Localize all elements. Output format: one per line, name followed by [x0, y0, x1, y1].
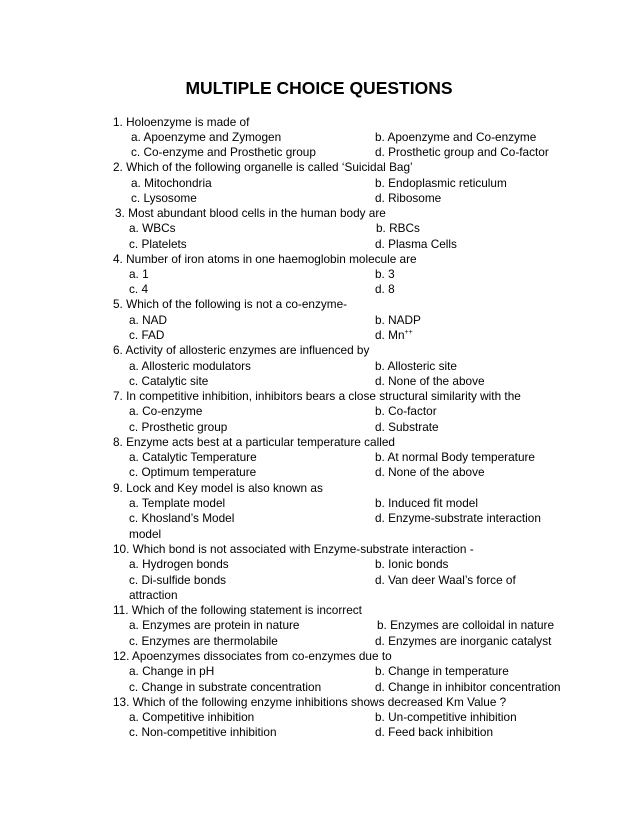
- question-5: 5. Which of the following is not a co-enzyme-: [113, 297, 348, 311]
- q9-option-c-continued: model: [129, 527, 162, 541]
- q8-option-c: c. Optimum temperature: [129, 465, 257, 479]
- question-8: 8. Enzyme acts best at a particular temperature called: [113, 435, 395, 449]
- page-title: MULTIPLE CHOICE QUESTIONS: [185, 78, 453, 98]
- question-13: 13. Which of the following enzyme inhibitions shows decreased Km Value ?: [113, 695, 507, 709]
- q12-option-b: b. Change in temperature: [375, 664, 509, 678]
- q2-option-c: c. Lysosome: [131, 191, 197, 205]
- q2-option-d: d. Ribosome: [375, 191, 442, 205]
- q10-option-b: b. Ionic bonds: [375, 557, 449, 571]
- q11-option-b: b. Enzymes are colloidal in nature: [377, 618, 555, 632]
- q9-option-c: c. Khosland’s Model: [129, 511, 235, 525]
- q12-option-c: c. Change in substrate concentration: [129, 680, 322, 694]
- q1-option-b: b. Apoenzyme and Co-enzyme: [375, 130, 537, 144]
- q8-option-b: b. At normal Body temperature: [375, 450, 535, 464]
- q2-option-a: a. Mitochondria: [131, 176, 212, 190]
- q12-option-a: a. Change in pH: [129, 664, 215, 678]
- q5-option-d-text: d. Mn: [375, 328, 405, 342]
- q6-option-b: b. Allosteric site: [375, 359, 457, 373]
- q3-option-c: c. Platelets: [129, 237, 187, 251]
- q1-option-a: a. Apoenzyme and Zymogen: [131, 130, 282, 144]
- q13-option-b: b. Un-competitive inhibition: [375, 710, 517, 724]
- q6-option-a: a. Allosteric modulators: [129, 359, 251, 373]
- q5-option-a: a. NAD: [129, 313, 168, 327]
- question-2: 2. Which of the following organelle is called ‘Suicidal Bag’: [113, 160, 413, 174]
- q13-option-a: a. Competitive inhibition: [129, 710, 255, 724]
- q5-option-d: [375, 328, 413, 343]
- question-4: 4. Number of iron atoms in one haemoglobin molecule are: [113, 252, 417, 266]
- q4-option-c: c. 4: [129, 282, 149, 296]
- question-10: 10. Which bond is not associated with Enzyme-substrate interaction -: [113, 542, 474, 556]
- q9-option-b: b. Induced fit model: [375, 496, 478, 510]
- q10-option-c: c. Di-sulfide bonds: [129, 573, 227, 587]
- q13-option-c: c. Non-competitive inhibition: [129, 725, 277, 739]
- q8-option-d: d. None of the above: [375, 465, 485, 479]
- question-1: 1. Holoenzyme is made of: [113, 115, 250, 129]
- q7-option-c: c. Prosthetic group: [129, 420, 228, 434]
- q5-option-b: b. NADP: [375, 313, 421, 327]
- q6-option-d: d. None of the above: [375, 374, 485, 388]
- q12-option-d: d. Change in inhibitor concentration: [375, 680, 561, 694]
- q6-option-c: c. Catalytic site: [129, 374, 209, 388]
- q10-option-c-continued: attraction: [129, 588, 178, 602]
- q11-option-d: d. Enzymes are inorganic catalyst: [375, 634, 552, 648]
- q5-option-c: c. FAD: [129, 328, 165, 342]
- q13-option-d: d. Feed back inhibition: [375, 725, 494, 739]
- question-9: 9. Lock and Key model is also known as: [113, 481, 323, 495]
- q9-option-a: a. Template model: [129, 496, 226, 510]
- q11-option-a: a. Enzymes are protein in nature: [129, 618, 300, 632]
- q1-option-c: c. Co-enzyme and Prosthetic group: [131, 145, 316, 159]
- q10-option-d: d. Van deer Waal’s force of: [375, 573, 516, 587]
- q4-option-d: d. 8: [375, 282, 395, 296]
- q7-option-d: d. Substrate: [375, 420, 439, 434]
- q7-option-a: a. Co-enzyme: [129, 404, 203, 418]
- q5-option-d-superscript: ++: [404, 329, 413, 336]
- q3-option-b: b. RBCs: [376, 221, 420, 235]
- q3-option-a: a. WBCs: [129, 221, 176, 235]
- q8-option-a: a. Catalytic Temperature: [129, 450, 257, 464]
- q2-option-b: b. Endoplasmic reticulum: [375, 176, 507, 190]
- question-3: 3. Most abundant blood cells in the human body are: [115, 206, 386, 220]
- question-12: 12. Apoenzymes dissociates from co-enzymes due to: [113, 649, 392, 663]
- question-7: 7. In competitive inhibition, inhibitors bears a close structural similarity with the: [113, 389, 521, 403]
- q3-option-d: d. Plasma Cells: [375, 237, 457, 251]
- q4-option-a: a. 1: [129, 267, 149, 281]
- q7-option-b: b. Co-factor: [375, 404, 437, 418]
- question-11: 11. Which of the following statement is incorrect: [113, 603, 362, 617]
- q10-option-a: a. Hydrogen bonds: [129, 557, 229, 571]
- q9-option-d: d. Enzyme-substrate interaction: [375, 511, 541, 525]
- q1-option-d: d. Prosthetic group and Co-factor: [375, 145, 549, 159]
- q11-option-c: c. Enzymes are thermolabile: [129, 634, 278, 648]
- q4-option-b: b. 3: [375, 267, 395, 281]
- question-6: 6. Activity of allosteric enzymes are influenced by: [113, 343, 370, 357]
